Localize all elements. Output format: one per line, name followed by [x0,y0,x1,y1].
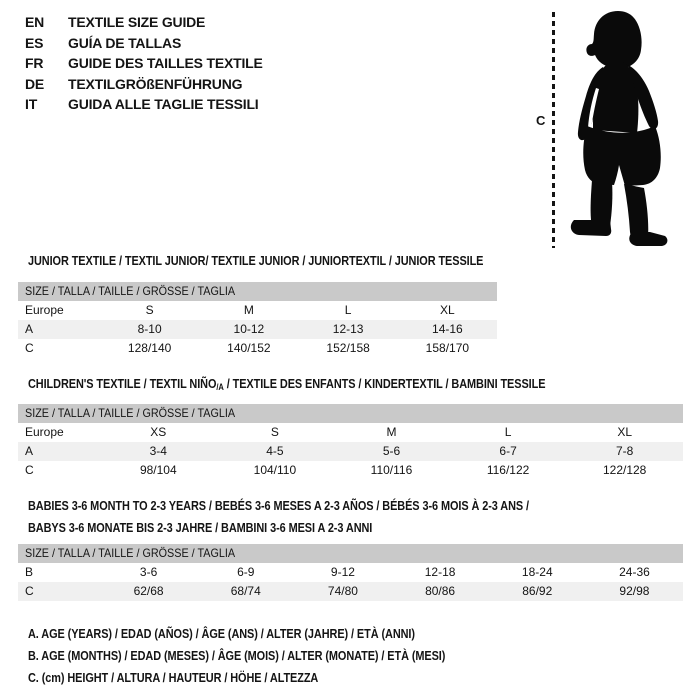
heading-subscript: /A [216,382,224,392]
height-cell: 110/116 [370,463,413,477]
size-cell: M [243,303,254,317]
language-row-de [25,74,263,95]
table-row-europe [18,301,497,320]
age-cell: 8-10 [137,322,162,336]
age-cell: 5-6 [382,444,401,458]
size-cell: XS [150,425,167,439]
table-row-months [18,563,683,582]
section-heading-junior: JUNIOR TEXTILE / TEXTIL JUNIOR/ TEXTILE JUNIOR / JUNIORTEXTIL / JUNIOR TESSILE [28,253,484,268]
language-row-en [25,12,263,33]
row-label: B [25,565,34,579]
height-cell: 68/74 [230,584,261,598]
row-label: Europe [25,303,64,317]
row-label: C [25,463,34,477]
height-cell: 92/98 [619,584,650,598]
language-row-fr [25,53,263,74]
height-cell: 116/122 [486,463,530,477]
heading-text: CHILDREN'S TEXTILE / TEXTIL NIÑO [28,376,217,391]
table-row-height [18,339,497,358]
size-header-label: SIZE / TALLA / TAILLE / GRÖSSE / TAGLIA [25,284,236,298]
height-cell: 104/110 [253,463,297,477]
legend-age-months: B. AGE (MONTHS) / EDAD (MESES) / ÂGE (MOIS) / ALTER (MONATE) / ETÀ (MESI) [28,648,446,663]
age-cell: 12-13 [332,322,364,336]
row-label: C [25,584,34,598]
heading-line-1: BABIES 3-6 MONTH TO 2-3 YEARS / BEBÉS 3-6 MESES A 2-3 AÑOS / BÉBÉS 3-6 MOIS À 2-3 ANS / [28,498,530,513]
age-cell: 9-12 [330,565,355,579]
size-header-bar [18,544,683,563]
size-header-label: SIZE / TALLA / TAILLE / GRÖSSE / TAGLIA [25,546,236,560]
measure-legend [28,623,525,689]
height-cell: 128/140 [127,341,172,355]
legend-height-cm: C. (cm) HEIGHT / ALTURA / HAUTEUR / HÖHE / ALTEZZA [28,670,319,685]
size-header-label: SIZE / TALLA / TAILLE / GRÖSSE / TAGLIA [25,406,236,420]
section-heading-babies [28,495,529,538]
height-cell: 152/158 [326,341,370,355]
age-cell: 18-24 [521,565,553,579]
size-cell: XL [440,303,455,317]
age-cell: 3-6 [139,565,158,579]
guide-title-fr: GUIDE DES TAILLES TEXTILE [68,55,263,71]
size-cell: XL [617,425,633,439]
section-heading-children [28,373,545,399]
height-cell: 158/170 [425,341,470,355]
height-cell: 74/80 [327,584,358,598]
heading-text: / TEXTILE DES ENFANTS / KINDERTEXTIL / BAMBINI TESSILE [223,376,546,391]
row-label: C [25,341,34,355]
table-row-height [18,461,683,480]
row-label: Europe [25,425,64,439]
age-cell: 10-12 [233,322,265,336]
age-cell: 24-36 [619,565,650,579]
toddler-silhouette-icon [558,8,695,248]
table-row-age [18,320,497,339]
guide-title-en: TEXTILE SIZE GUIDE [68,14,206,30]
row-label: A [25,322,34,336]
size-cell: S [270,425,279,439]
table-row-europe [18,423,683,442]
size-cell: L [344,303,352,317]
language-code: FR [25,55,44,71]
junior-size-table [18,282,497,358]
guide-title-es: GUÍA DE TALLAS [68,34,182,51]
heading-line-2: BABYS 3-6 MONATE BIS 2-3 JAHRE / BAMBINI 3-6 MESI A 2-3 ANNI [28,519,373,535]
row-label: A [25,444,34,458]
language-row-es [25,33,263,54]
babies-size-table [18,544,683,601]
height-measure-label: C [536,113,546,128]
height-cell: 62/68 [133,584,164,598]
age-cell: 3-4 [149,444,167,458]
age-cell: 12-18 [424,565,456,579]
language-code: DE [25,75,45,92]
language-row-it [25,94,263,115]
height-cell: 122/128 [602,463,647,477]
age-cell: 6-7 [499,444,517,458]
size-cell: L [504,425,512,439]
size-cell: M [386,425,397,439]
guide-title-de: TEXTILGRÖßENFÜHRUNG [68,75,243,92]
age-cell: 6-9 [237,565,255,579]
age-cell: 4-5 [266,444,284,458]
height-dashed-line [552,12,555,248]
table-row-age [18,442,683,461]
legend-age-years: A. AGE (YEARS) / EDAD (AÑOS) / ÂGE (ANS) / ALTER (JAHRE) / ETÀ (ANNI) [28,626,415,641]
language-code: IT [25,96,38,112]
age-cell: 14-16 [432,322,463,336]
table-row-height [18,582,683,601]
height-cell: 98/104 [139,463,177,477]
height-cell: 86/92 [522,584,553,598]
size-header-bar [18,404,683,423]
height-cell: 140/152 [227,341,271,355]
guide-title-it: GUIDA ALLE TAGLIE TESSILI [68,96,259,112]
language-code: EN [25,14,45,30]
size-cell: S [145,303,154,317]
size-header-bar [18,282,497,301]
language-title-list [25,12,263,115]
height-cell: 80/86 [425,584,456,598]
children-size-table [18,404,683,480]
language-code: ES [25,34,44,51]
age-cell: 7-8 [616,444,634,458]
